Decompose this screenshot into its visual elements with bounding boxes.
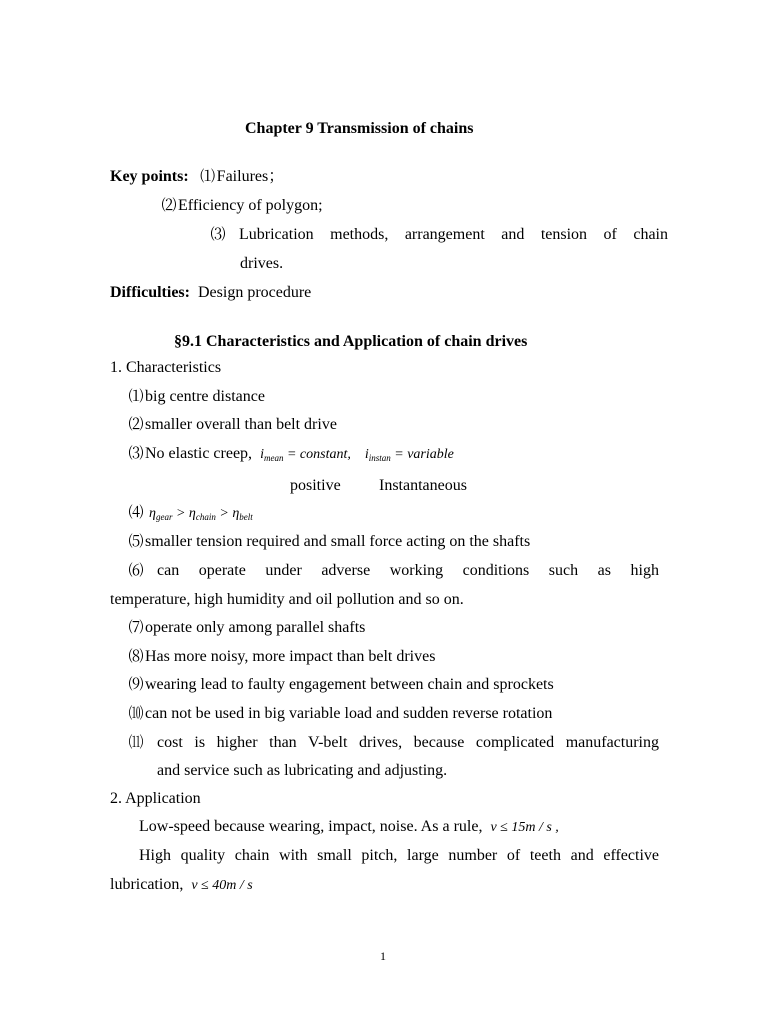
item-number: ⑼ (128, 677, 144, 693)
key-points-line-2 (160, 198, 323, 214)
list-item (127, 620, 365, 636)
item-text: can operate under adverse working conditions such as high (157, 562, 659, 579)
formula-note-positive: positive (290, 477, 341, 494)
item-text: Has more noisy, more impact than belt drives (145, 648, 436, 665)
list-item (127, 389, 265, 405)
item-text-continued: temperature, high humidity and oil pollution and so on. (110, 591, 464, 608)
key-points-label: Key points: (110, 168, 189, 185)
application-text: lubrication, (110, 876, 184, 893)
page-number: 1 (380, 949, 386, 963)
item-text-continued: and service such as lubricating and adjusting. (157, 762, 448, 779)
formula-instant-ratio: $i_{instan}$ = variable (364, 447, 454, 463)
difficulties-text: Design procedure (197, 284, 312, 301)
item-number: ⑶ (210, 227, 226, 243)
item-text: can not be used in big variable load and sudden reverse rotation (145, 705, 553, 722)
application-heading: 2. Application (110, 790, 201, 807)
item-text: smaller tension required and small force acting on the shafts (145, 533, 531, 550)
item-number: ⑹ (128, 563, 144, 579)
formula-mean-ratio: $i_{mean}$ = constant, (260, 447, 351, 463)
item-number: ⑴ (200, 169, 216, 185)
item-text: smaller overall than belt drive (145, 416, 337, 433)
item-number: ⑷ (128, 505, 144, 521)
item-number: ⑾ (128, 735, 144, 751)
item-number: ⑺ (128, 620, 144, 636)
section-title: §9.1 Characteristics and Application of chain drives (174, 333, 528, 350)
item-text: No elastic creep, (145, 445, 253, 462)
characteristics-heading: 1. Characteristics (110, 359, 222, 376)
key-point-text: Failures； (216, 168, 285, 185)
item-number: ⑽ (128, 706, 144, 722)
difficulties-line (110, 285, 311, 301)
item-number (209, 227, 227, 243)
list-item (127, 534, 530, 550)
application-paragraph-2: High quality chain with small pitch, large number of teeth and effective (139, 847, 659, 864)
speed-formula-15: v ≤ 15m / s , (490, 820, 559, 835)
item-text: cost is higher than V-belt drives, because complicated manufacturing (157, 734, 659, 751)
efficiency-formula: $\eta_{gear} > \eta_{chain} > \eta_{belt}$ (149, 506, 253, 522)
difficulties-label: Difficulties: (110, 284, 190, 301)
key-point-text-continued: drives. (240, 255, 284, 272)
list-item (127, 649, 435, 665)
key-points-line-1 (110, 169, 284, 185)
key-point-text: Lubrication methods, arrangement and tension of chain (239, 226, 668, 243)
item-number: ⑻ (128, 649, 144, 665)
list-item (127, 706, 552, 722)
item-number: ⑶ (128, 446, 144, 462)
item-text: big centre distance (145, 388, 265, 405)
item-number: ⑴ (128, 389, 144, 405)
list-item (127, 446, 454, 463)
item-text: operate only among parallel shafts (145, 619, 366, 636)
list-item (127, 677, 554, 693)
item-text: wearing lead to faulty engagement between chain and sprockets (145, 676, 554, 693)
item-number: ⑵ (161, 198, 177, 214)
key-point-text: Efficiency of polygon; (178, 197, 323, 214)
formula-note-instantaneous: Instantaneous (379, 477, 467, 494)
item-number: ⑸ (128, 534, 144, 550)
speed-formula-40: v ≤ 40m / s (191, 878, 253, 893)
application-paragraph-2-continued (110, 877, 253, 893)
application-paragraph-1 (139, 819, 559, 835)
item-number: ⑵ (128, 417, 144, 433)
application-text: Low-speed because wearing, impact, noise. As a rule, (139, 818, 483, 835)
list-item (127, 417, 337, 433)
page-title: Chapter 9 Transmission of chains (245, 120, 474, 137)
list-item (127, 505, 253, 522)
